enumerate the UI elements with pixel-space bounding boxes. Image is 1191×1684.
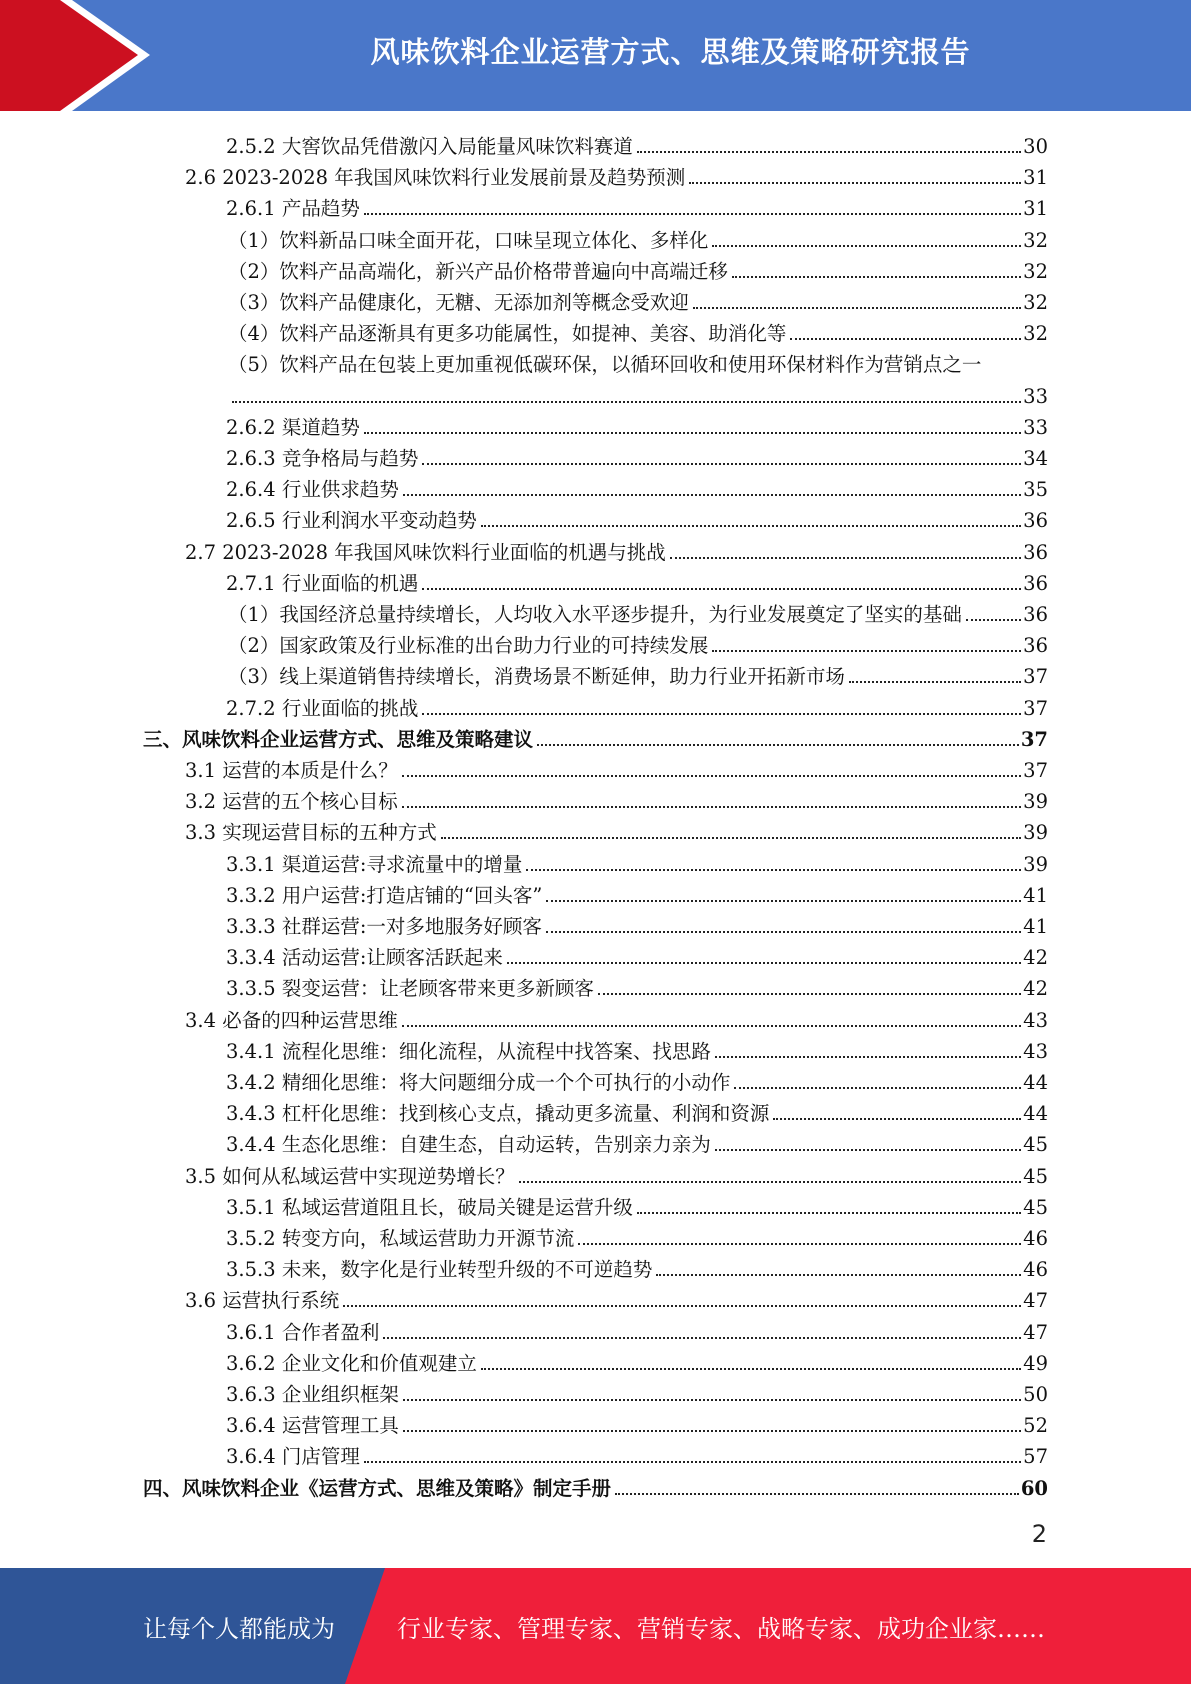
toc-entry[interactable]	[185, 814, 1048, 845]
toc-entry-page: 46	[1023, 1227, 1048, 1250]
toc-entry-title: 四、风味饮料企业《运营方式、思维及策略》制定手册	[143, 1476, 612, 1500]
toc-entry-page: 41	[1023, 883, 1048, 907]
toc-entry-title: （1）我国经济总量持续增长，人均收入水平逐步提升，为行业发展奠定了坚实的基础	[228, 603, 962, 626]
toc-entry[interactable]	[226, 1438, 1048, 1469]
toc-dot-leader	[670, 557, 1021, 559]
toc-entry-page: 39	[1023, 852, 1048, 876]
report-title: 风味饮料企业运营方式、思维及策略研究报告	[370, 34, 971, 69]
page-footer	[0, 1568, 1191, 1684]
toc-entry-title: （2）国家政策及行业标准的出台助力行业的可持续发展	[228, 634, 709, 658]
toc-entry[interactable]	[228, 346, 1048, 377]
toc-entry[interactable]	[185, 534, 1048, 565]
toc-entry[interactable]	[226, 970, 1048, 1001]
toc-entry-title: 3.1 运营的本质是什么？	[185, 759, 398, 782]
toc-dot-leader	[712, 245, 1021, 247]
toc-entry[interactable]	[226, 1033, 1048, 1064]
toc-entry[interactable]	[228, 627, 1048, 658]
toc-entry-title: 2.6.1 产品趋势	[226, 197, 360, 221]
toc-entry-title: 3.5.3 未来，数字化是行业转型升级的不可逆趋势	[226, 1258, 653, 1282]
toc-entry[interactable]	[228, 596, 1048, 627]
toc-entry-title: 2.5.2 大窖饮品凭借激闪入局能量风味饮料赛道	[226, 135, 633, 158]
toc-entry[interactable]	[226, 1064, 1048, 1095]
toc-entry-title: （3）饮料产品健康化，无糖、无添加剂等概念受欢迎	[228, 291, 689, 314]
toc-dot-leader	[656, 1274, 1021, 1276]
toc-entry-page: 45	[1023, 1195, 1048, 1219]
toc-entry-page: 44	[1023, 1071, 1048, 1094]
toc-dot-leader	[422, 463, 1021, 465]
toc-entry-page: 36	[1023, 634, 1048, 658]
toc-entry-page: 43	[1023, 1039, 1048, 1063]
toc-entry-page: 42	[1023, 977, 1048, 1001]
toc-entry[interactable]	[226, 128, 1048, 159]
footer-slogan-right: 行业专家、管理专家、营销专家、战略专家、成功企业家……	[397, 1614, 1045, 1643]
toc-dot-leader	[232, 401, 1021, 403]
toc-entry-title: 2.6.3 竞争格局与趋势	[226, 447, 419, 470]
toc-entry-title: 3.3.5 裂变运营：让老顾客带来更多新顾客	[226, 977, 594, 1001]
toc-dot-leader	[966, 619, 1021, 621]
toc-entry[interactable]	[185, 783, 1048, 814]
toc-dot-leader	[526, 869, 1021, 871]
toc-entry-title: 2.6.5 行业利润水平变动趋势	[226, 509, 477, 533]
toc-entry-title: 3.3.4 活动运营:让顾客活跃起来	[226, 946, 503, 970]
toc-entry-title: 3.6.4 运营管理工具	[226, 1414, 399, 1438]
toc-dot-leader	[546, 931, 1021, 933]
toc-entry-title: 3.3 实现运营目标的五种方式	[185, 821, 437, 845]
toc-entry-title: （5）饮料产品在包装上更加重视低碳环保，以循环回收和使用环保材料作为营销点之一	[228, 353, 982, 377]
toc-entry[interactable]	[226, 877, 1048, 908]
toc-entry-page: 36	[1023, 571, 1048, 595]
toc-entry[interactable]	[143, 721, 1048, 752]
toc-entry-page: 37	[1023, 665, 1048, 689]
toc-entry-title: 3.4.4 生态化思维：自建生态，自动运转，告别亲力亲为	[226, 1133, 711, 1157]
toc-entry-page: 47	[1023, 1289, 1048, 1313]
toc-entry-title: 2.6 2023-2028 年我国风味饮料行业发展前景及趋势预测	[185, 166, 686, 190]
toc-entry-page: 52	[1023, 1414, 1048, 1438]
toc-entry-title: 3.4.1 流程化思维：细化流程，从流程中找答案、找思路	[226, 1039, 711, 1063]
toc-entry[interactable]	[185, 1282, 1048, 1313]
toc-entry-page: 57	[1023, 1445, 1048, 1469]
toc-entry-page: 32	[1023, 291, 1048, 314]
toc-dot-leader	[712, 650, 1021, 652]
toc-entry[interactable]	[226, 690, 1048, 721]
toc-entry-page: 32	[1023, 228, 1048, 252]
toc-entry[interactable]	[185, 752, 1048, 783]
toc-dot-leader	[383, 1337, 1021, 1339]
toc-dot-leader	[637, 151, 1021, 153]
toc-entry-page: 50	[1023, 1383, 1048, 1406]
toc-entry-title: 2.6.4 行业供求趋势	[226, 478, 399, 502]
toc-entry-title: 3.4.3 杠杆化思维：找到核心支点，撬动更多流量、利润和资源	[226, 1102, 770, 1126]
toc-entry[interactable]	[226, 471, 1048, 502]
toc-entry-title: 3.3.2 用户运营:打造店铺的“回头客”	[226, 883, 543, 907]
toc-entry-page: 30	[1023, 135, 1048, 158]
toc-entry[interactable]	[226, 565, 1048, 596]
toc-entry-page: 37	[1023, 759, 1048, 782]
toc-entry-page: 49	[1023, 1351, 1048, 1375]
toc-entry[interactable]	[226, 908, 1048, 939]
toc-dot-leader	[546, 900, 1021, 902]
toc-dot-leader	[441, 837, 1021, 839]
toc-dot-leader	[402, 806, 1021, 808]
toc-entry-page: 43	[1023, 1008, 1048, 1032]
toc-dot-leader	[402, 775, 1021, 777]
toc-dot-leader	[732, 276, 1021, 278]
toc-entry[interactable]	[228, 222, 1048, 253]
toc-entry[interactable]	[226, 1314, 1048, 1345]
toc-dot-leader	[403, 494, 1021, 496]
toc-dot-leader	[790, 338, 1021, 340]
toc-entry-page: 39	[1023, 790, 1048, 814]
toc-entry-title: 3.3.1 渠道运营:寻求流量中的增量	[226, 852, 523, 876]
toc-dot-leader	[507, 962, 1021, 964]
toc-entry-page: 47	[1023, 1320, 1048, 1344]
toc-entry-page: 31	[1023, 197, 1048, 221]
toc-entry-page: 32	[1023, 322, 1048, 346]
toc-entry[interactable]	[226, 1251, 1048, 1282]
toc-entry[interactable]	[226, 939, 1048, 970]
toc-entry[interactable]	[226, 502, 1048, 533]
toc-entry-title: 3.5.1 私域运营道阻且长，破局关键是运营升级	[226, 1195, 633, 1219]
toc-dot-leader	[537, 744, 1019, 746]
page-header	[0, 0, 1191, 111]
toc-entry-title: 3.6 运营执行系统	[185, 1289, 340, 1313]
toc-entry[interactable]	[226, 1345, 1048, 1376]
toc-dot-leader	[734, 1087, 1021, 1089]
toc-entry-title: 3.4 必备的四种运营思维	[185, 1008, 398, 1032]
toc-dot-leader	[481, 1368, 1021, 1370]
toc-entry-page: 44	[1023, 1102, 1048, 1126]
toc-dot-leader	[773, 1118, 1021, 1120]
toc-entry-page: 37	[1023, 696, 1048, 720]
toc-dot-leader	[598, 993, 1021, 995]
toc-entry[interactable]	[228, 658, 1048, 689]
toc-entry-page: 33	[1023, 384, 1048, 408]
toc-entry-page: 36	[1023, 540, 1048, 564]
toc-entry-page: 45	[1023, 1133, 1048, 1157]
toc-entry-page: 45	[1023, 1164, 1048, 1188]
toc-dot-leader	[615, 1493, 1019, 1495]
toc-dot-leader	[364, 432, 1021, 434]
toc-entry-title: （4）饮料产品逐渐具有更多功能属性，如提神、美容、助消化等	[228, 322, 787, 346]
toc-entry-title: 3.6.3 企业组织框架	[226, 1383, 399, 1406]
toc-entry[interactable]	[226, 1126, 1048, 1157]
toc-entry[interactable]	[226, 1189, 1048, 1220]
toc-entry-page: 37	[1020, 727, 1048, 751]
footer-slogan-left: 让每个人都能成为	[143, 1614, 335, 1643]
toc-dot-leader	[422, 713, 1021, 715]
toc-entry-page: 41	[1023, 915, 1048, 938]
toc-dot-leader	[693, 307, 1021, 309]
toc-dot-leader	[715, 1149, 1021, 1151]
toc-entry[interactable]	[226, 1407, 1048, 1438]
toc-entry-title: 3.6.4 门店管理	[226, 1445, 360, 1469]
toc-entry-title: （1）饮料新品口味全面开花，口味呈现立体化、多样化	[228, 228, 709, 252]
toc-dot-leader	[481, 525, 1021, 527]
toc-entry[interactable]	[226, 1095, 1048, 1126]
toc-dot-leader	[364, 1461, 1021, 1463]
toc-entry-title: 2.7.1 行业面临的机遇	[226, 571, 419, 595]
toc-entry[interactable]	[228, 378, 1048, 409]
toc-entry-title: （2）饮料产品高端化，新兴产品价格带普遍向中高端迁移	[228, 259, 728, 283]
toc-entry-page: 36	[1023, 509, 1048, 533]
toc-entry[interactable]	[143, 1470, 1048, 1501]
toc-entry-title: 三、风味饮料企业运营方式、思维及策略建议	[143, 727, 534, 751]
toc-entry-title: 3.5.2 转变方向，私域运营助力开源节流	[226, 1227, 575, 1250]
toc-dot-leader	[343, 1305, 1021, 1307]
toc-entry-page: 42	[1023, 946, 1048, 970]
toc-entry-title: 2.7.2 行业面临的挑战	[226, 696, 419, 720]
toc-entry[interactable]	[185, 1002, 1048, 1033]
toc-dot-leader	[578, 1243, 1021, 1245]
page-number: 2	[1031, 1520, 1047, 1548]
toc-entry-title: 3.2 运营的五个核心目标	[185, 790, 398, 814]
toc-entry-page: 46	[1023, 1258, 1048, 1282]
toc-dot-leader	[849, 681, 1021, 683]
toc-entry-page: 32	[1023, 259, 1048, 283]
toc-entry-page: 36	[1023, 603, 1048, 626]
toc-entry-title: 2.7 2023-2028 年我国风味饮料行业面临的机遇与挑战	[185, 540, 666, 564]
toc-entry-page: 31	[1023, 166, 1048, 190]
toc-entry[interactable]	[226, 1376, 1048, 1407]
toc-dot-leader	[364, 213, 1021, 215]
toc-entry[interactable]	[226, 846, 1048, 877]
toc-entry-title: 3.6.2 企业文化和价值观建立	[226, 1351, 477, 1375]
toc-entry-page: 39	[1023, 821, 1048, 845]
toc-entry[interactable]	[226, 190, 1048, 221]
toc-entry-page: 34	[1023, 447, 1048, 470]
toc-entry-page: 35	[1023, 478, 1048, 502]
toc-dot-leader	[689, 182, 1021, 184]
toc-dot-leader	[715, 1056, 1021, 1058]
toc-entry-title: 3.4.2 精细化思维：将大问题细分成一个个可执行的小动作	[226, 1071, 731, 1094]
toc-entry-title: （3）线上渠道销售持续增长，消费场景不断延伸，助力行业开拓新市场	[228, 665, 845, 689]
toc-entry[interactable]	[226, 1220, 1048, 1251]
toc-entry-title: 2.6.2 渠道趋势	[226, 415, 360, 439]
toc-entry-page: 33	[1023, 415, 1048, 439]
toc-entry[interactable]	[228, 284, 1048, 315]
toc-dot-leader	[402, 1025, 1021, 1027]
toc-entry-title: 3.3.3 社群运营:一对多地服务好顾客	[226, 915, 542, 938]
toc-dot-leader	[519, 1181, 1021, 1183]
toc-entry[interactable]	[228, 315, 1048, 346]
toc-dot-leader	[422, 588, 1021, 590]
toc-entry[interactable]	[228, 253, 1048, 284]
toc-dot-leader	[403, 1430, 1021, 1432]
toc-dot-leader	[403, 1399, 1021, 1401]
toc-entry[interactable]	[185, 159, 1048, 190]
toc-entry-title: 3.6.1 合作者盈利	[226, 1320, 380, 1344]
toc-entry-page: 60	[1020, 1476, 1048, 1500]
toc-entry[interactable]	[185, 1158, 1048, 1189]
toc-entry[interactable]	[226, 440, 1048, 471]
toc-entry[interactable]	[226, 409, 1048, 440]
toc-dot-leader	[637, 1212, 1021, 1214]
toc-entry-title: 3.5 如何从私域运营中实现逆势增长？	[185, 1164, 515, 1188]
